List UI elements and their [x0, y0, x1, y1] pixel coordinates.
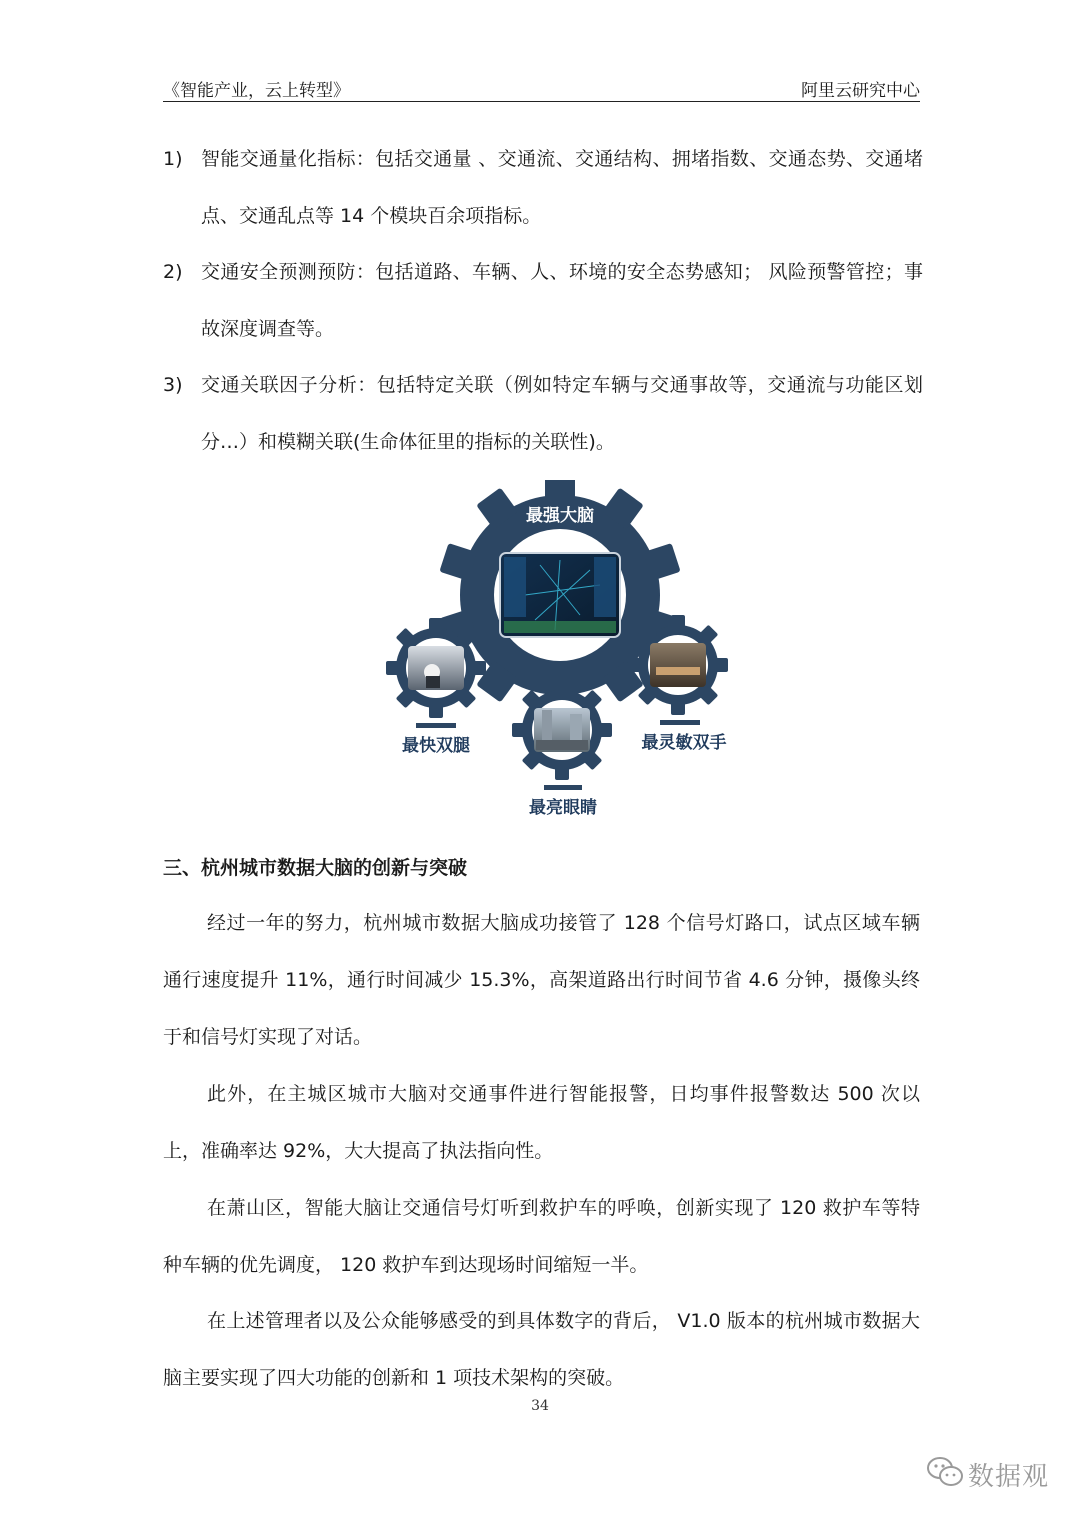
gear-hands [628, 615, 728, 715]
eyes-label-bar [544, 785, 582, 790]
header-title: 《智能产业，云上转型》 [163, 81, 350, 101]
gear-hands-label: 最灵敏双手 [641, 733, 727, 753]
section-heading: 三、杭州城市数据大脑的创新与突破 [163, 857, 468, 879]
watermark [926, 1448, 1056, 1504]
list-number: 2) [163, 261, 183, 283]
gear-legs-label: 最快双腿 [402, 736, 470, 756]
paragraph: 在萧山区，智能大脑让交通信号灯听到救护车的呼唤，创新实现了 120 救护车等特种车辆的优先调度， 120 救护车到达现场时间缩短一半。 [163, 1197, 920, 1276]
gear-brain-label: 最强大脑 [526, 506, 594, 526]
gear-legs [386, 618, 486, 718]
list-text: 交通关联因子分析：包括特定关联（例如特定车辆与交通事故等，交通流与功能区划分…）和模糊关联(生命体征里的指标的关联性)。 [201, 374, 923, 453]
list-number: 1) [163, 148, 183, 170]
page-header [163, 74, 920, 100]
header-org: 阿里云研究中心 [801, 81, 920, 101]
list-text: 智能交通量化指标：包括交通量 、交通流、交通结构、拥堵指数、交通态势、交通堵点、交通乱点等 14 个模块百余项指标。 [201, 148, 923, 227]
header-divider [163, 101, 920, 102]
legs-label-bar [416, 723, 456, 728]
wechat-icon [926, 1454, 964, 1490]
page-number: 34 [531, 1398, 549, 1414]
paragraph: 经过一年的努力，杭州城市数据大脑成功接管了 128 个信号灯路口，试点区域车辆通行速度提升 11%，通行时间减少 15.3%，高架道路出行时间节省 4.6 分钟，摄像头终于和信号灯实现了对话。 [163, 912, 920, 1048]
hands-label-bar [660, 720, 700, 725]
gear-diagram [360, 480, 750, 830]
list-item [163, 131, 923, 245]
list-item [163, 357, 923, 471]
gear-figure [360, 480, 750, 830]
paragraph: 在上述管理者以及公众能够感受的到具体数字的背后， V1.0 版本的杭州城市数据大脑主要实现了四大功能的创新和 1 项技术架构的突破。 [163, 1310, 920, 1389]
list-text: 交通安全预测预防：包括道路、车辆、人、环境的安全态势感知； 风险预警管控；事故深度调查等。 [201, 261, 923, 340]
list-item [163, 244, 923, 358]
watermark-text: 数据观 [968, 1462, 1050, 1492]
list-number: 3) [163, 374, 183, 396]
paragraph: 此外，在主城区城市大脑对交通事件进行智能报警，日均事件报警数达 500 次以上，准确率达 92%，大大提高了执法指向性。 [163, 1083, 920, 1162]
gear-eyes [512, 680, 612, 780]
gear-eyes-label: 最亮眼睛 [529, 798, 597, 818]
